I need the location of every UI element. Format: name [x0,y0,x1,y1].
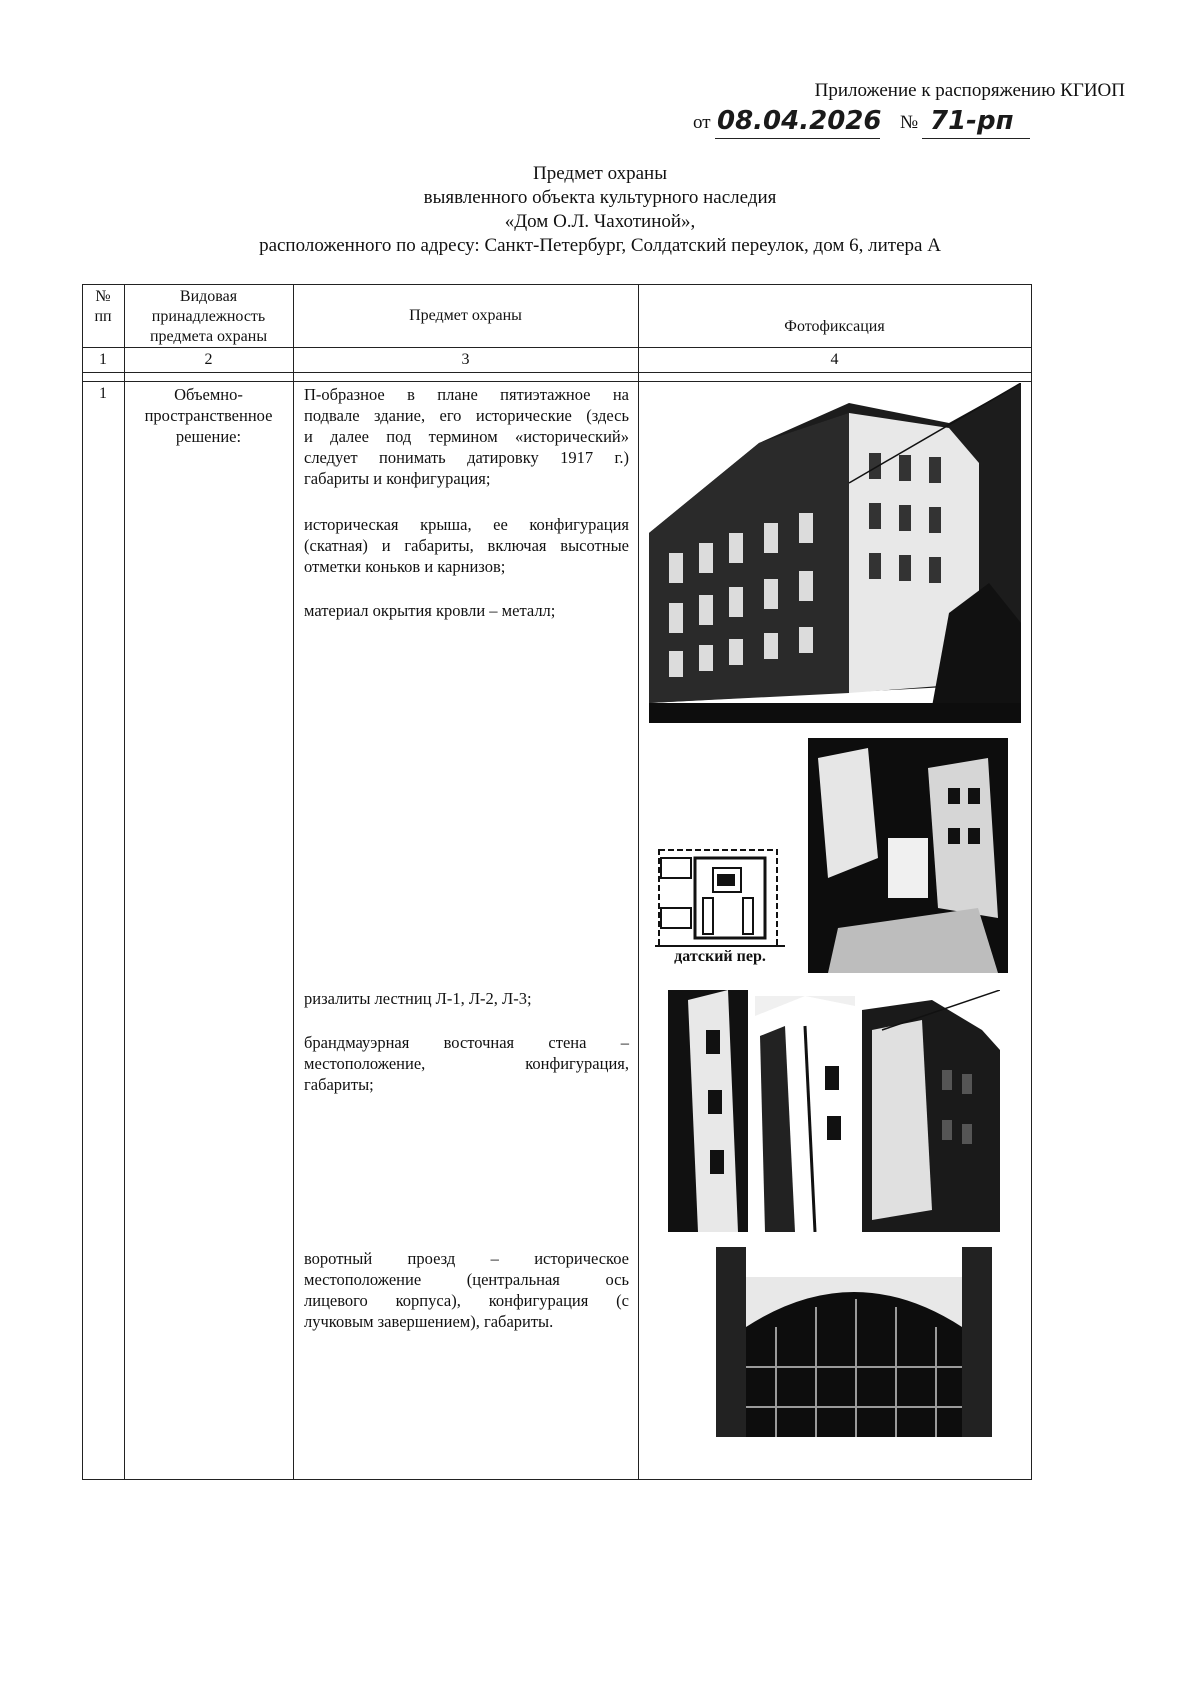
header-category-line-2: принадлежность [151,308,266,325]
text-line: подвале здание, его исторические (здесь [304,406,629,425]
table-border-left [82,284,83,1480]
subject-paragraph-1 [304,384,629,489]
col-divider-3 [638,284,639,1480]
text-line: отметки коньков и карнизов; [304,557,506,576]
risalit-photo-middle [755,996,855,1232]
subject-paragraph-3: материал окрытия кровли – металл; [304,601,556,620]
text-line: следует понимать датировку 1917 г.) [304,448,629,467]
header-category-line-1: Видовая [179,288,238,305]
appendix-heading: Приложение к распоряжению КГИОП [814,80,1125,101]
header-row-divider [82,347,1032,348]
order-date: 08.04.2026 [717,106,882,136]
table-border-bottom [82,1479,1032,1480]
subject-paragraph-5 [304,1032,629,1095]
category-line-2: пространственное [144,406,273,425]
category-line-1: Объемно- [174,385,243,404]
risalit-photo-left [668,990,748,1232]
text-line: воротный проезд – историческое [304,1249,629,1268]
number-underline [922,138,1030,139]
header-number-symbol: № [95,288,111,305]
date-prefix: от [693,112,711,133]
text-line: П-образное в плане пятиэтажное на [304,385,629,404]
col-number-3: 3 [461,351,470,368]
header-number-abbr: пп [94,308,112,325]
courtyard-photo [808,738,1008,973]
plan-street-label: датский пер. [674,948,766,965]
text-line: (скатная) и габариты, включая высотные [304,536,629,555]
text-line: местоположение, конфигурация, [304,1054,629,1073]
text-line: лицевого корпуса), конфигурация (с [304,1291,629,1310]
col-divider-2 [293,284,294,1480]
text-line: и далее под термином «исторический» [304,427,629,446]
building-facade-photo [649,383,1021,723]
text-line: габариты и конфигурация; [304,469,491,488]
subject-paragraph-2 [304,514,629,577]
subject-paragraph-4: ризалиты лестниц Л-1, Л-2, Л-3; [304,989,532,1008]
col-number-4: 4 [830,351,839,368]
text-line: лучковым завершением), габариты. [304,1312,554,1331]
text-line: местоположение (центральная ось [304,1270,629,1289]
col-number-2: 2 [204,351,213,368]
order-number: 71-рп [930,106,1014,136]
text-line: историческая крыша, ее конфигурация [304,515,629,534]
date-underline [715,138,880,139]
gate-passage-photo [716,1247,992,1437]
category-line-3: решение: [175,427,242,446]
col-number-1: 1 [99,351,107,368]
title-line-4: расположенного по адресу: Санкт-Петербург, Солдатский переулок, дом 6, литера А [259,235,941,256]
body-row-divider [82,381,1032,382]
subject-paragraph-6 [304,1248,629,1332]
header-subject: Предмет охраны [409,307,522,324]
numbering-row-divider [82,372,1032,373]
site-plan-image [655,828,785,973]
col-divider-1 [124,284,125,1480]
text-line: брандмауэрная восточная стена – [304,1033,629,1052]
firewall-photo [862,990,1000,1232]
title-line-1: Предмет охраны [533,163,667,184]
number-prefix: № [900,112,919,133]
header-photo: Фотофиксация [784,318,885,335]
table-border-top [82,284,1032,285]
row-number: 1 [99,385,107,402]
text-line: габариты; [304,1075,374,1094]
table-border-right [1031,284,1032,1480]
header-category-line-3: предмета охраны [149,328,268,345]
title-line-2: выявленного объекта культурного наследия [423,187,777,208]
title-line-3: «Дом О.Л. Чахотиной», [504,211,696,232]
